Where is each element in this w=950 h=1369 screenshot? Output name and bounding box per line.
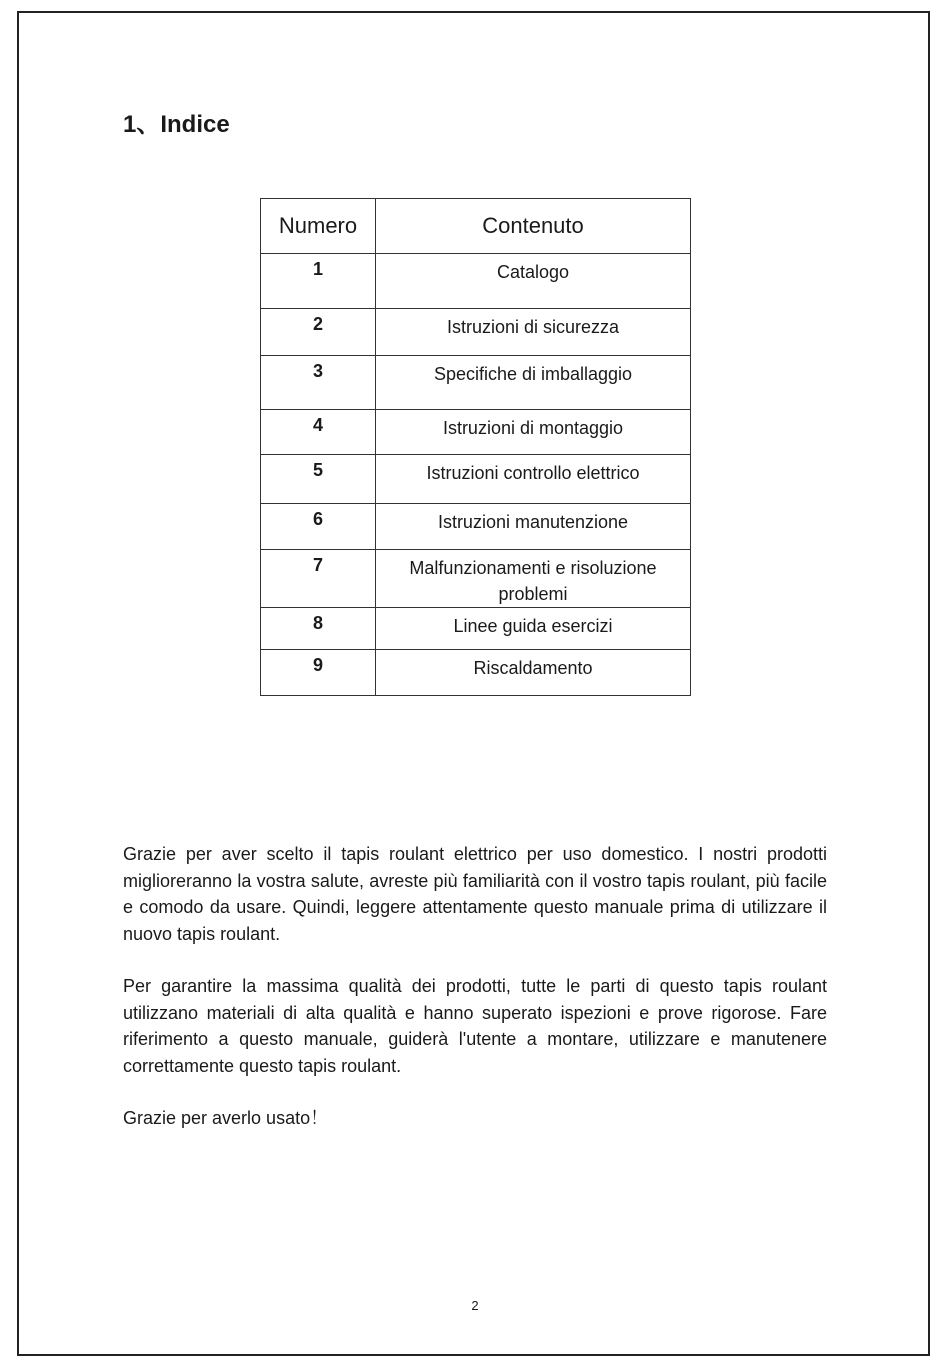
toc-row-content: Istruzioni di montaggio (376, 410, 691, 455)
toc-row-content: Riscaldamento (376, 650, 691, 696)
intro-text (123, 841, 827, 1158)
toc-row-number: 9 (261, 650, 376, 696)
toc-row-content: Istruzioni controllo elettrico (376, 455, 691, 504)
toc-row (261, 410, 691, 455)
toc-row-number: 3 (261, 356, 376, 410)
toc-row-number: 6 (261, 504, 376, 550)
intro-paragraph: Per garantire la massima qualità dei prodotti, tutte le parti di questo tapis roulant utilizzano materiali di alta qualità e hanno superato ispezioni e prove rigorose. Fare riferimento a questo manuale, guiderà l'utente a montare, utilizzare e manutenere correttamente questo tapis roulant. (123, 976, 827, 1076)
toc-row-number: 4 (261, 410, 376, 455)
section-heading: 1、Indice (123, 111, 230, 138)
toc-header-content: Contenuto (376, 199, 691, 254)
toc-row (261, 504, 691, 550)
toc-row (261, 356, 691, 410)
toc-row (261, 254, 691, 309)
toc-row-content: Istruzioni di sicurezza (376, 309, 691, 356)
toc-row (261, 550, 691, 608)
toc-row-content: Specifiche di imballaggio (376, 356, 691, 410)
toc-row-content: Catalogo (376, 254, 691, 309)
toc-row-content: Istruzioni manutenzione (376, 504, 691, 550)
toc-row (261, 309, 691, 356)
thanks-line: Grazie per averlo usato！ (123, 1108, 329, 1128)
toc-row-number: 5 (261, 455, 376, 504)
toc-row-number: 8 (261, 608, 376, 650)
toc-row-number: 1 (261, 254, 376, 309)
toc-header-row (261, 199, 691, 254)
toc-row-content: Linee guida esercizi (376, 608, 691, 650)
toc-row (261, 608, 691, 650)
intro-paragraph: Grazie per aver scelto il tapis roulant elettrico per uso domestico. I nostri prodotti miglioreranno la vostra salute, avreste più familiarità con il vostro tapis roulant, più facile e comodo da usare. Quindi, leggere attentamente questo manuale prima di utilizzare il nuovo tapis roulant. (123, 844, 827, 944)
toc-table (260, 198, 691, 696)
toc-row (261, 650, 691, 696)
toc-row-number: 7 (261, 550, 376, 608)
toc-row (261, 455, 691, 504)
toc-row-number: 2 (261, 309, 376, 356)
toc-header-number: Numero (261, 199, 376, 254)
toc-row-content: Malfunzionamenti e risoluzione problemi (376, 550, 691, 608)
page-number: 2 (471, 1298, 479, 1313)
